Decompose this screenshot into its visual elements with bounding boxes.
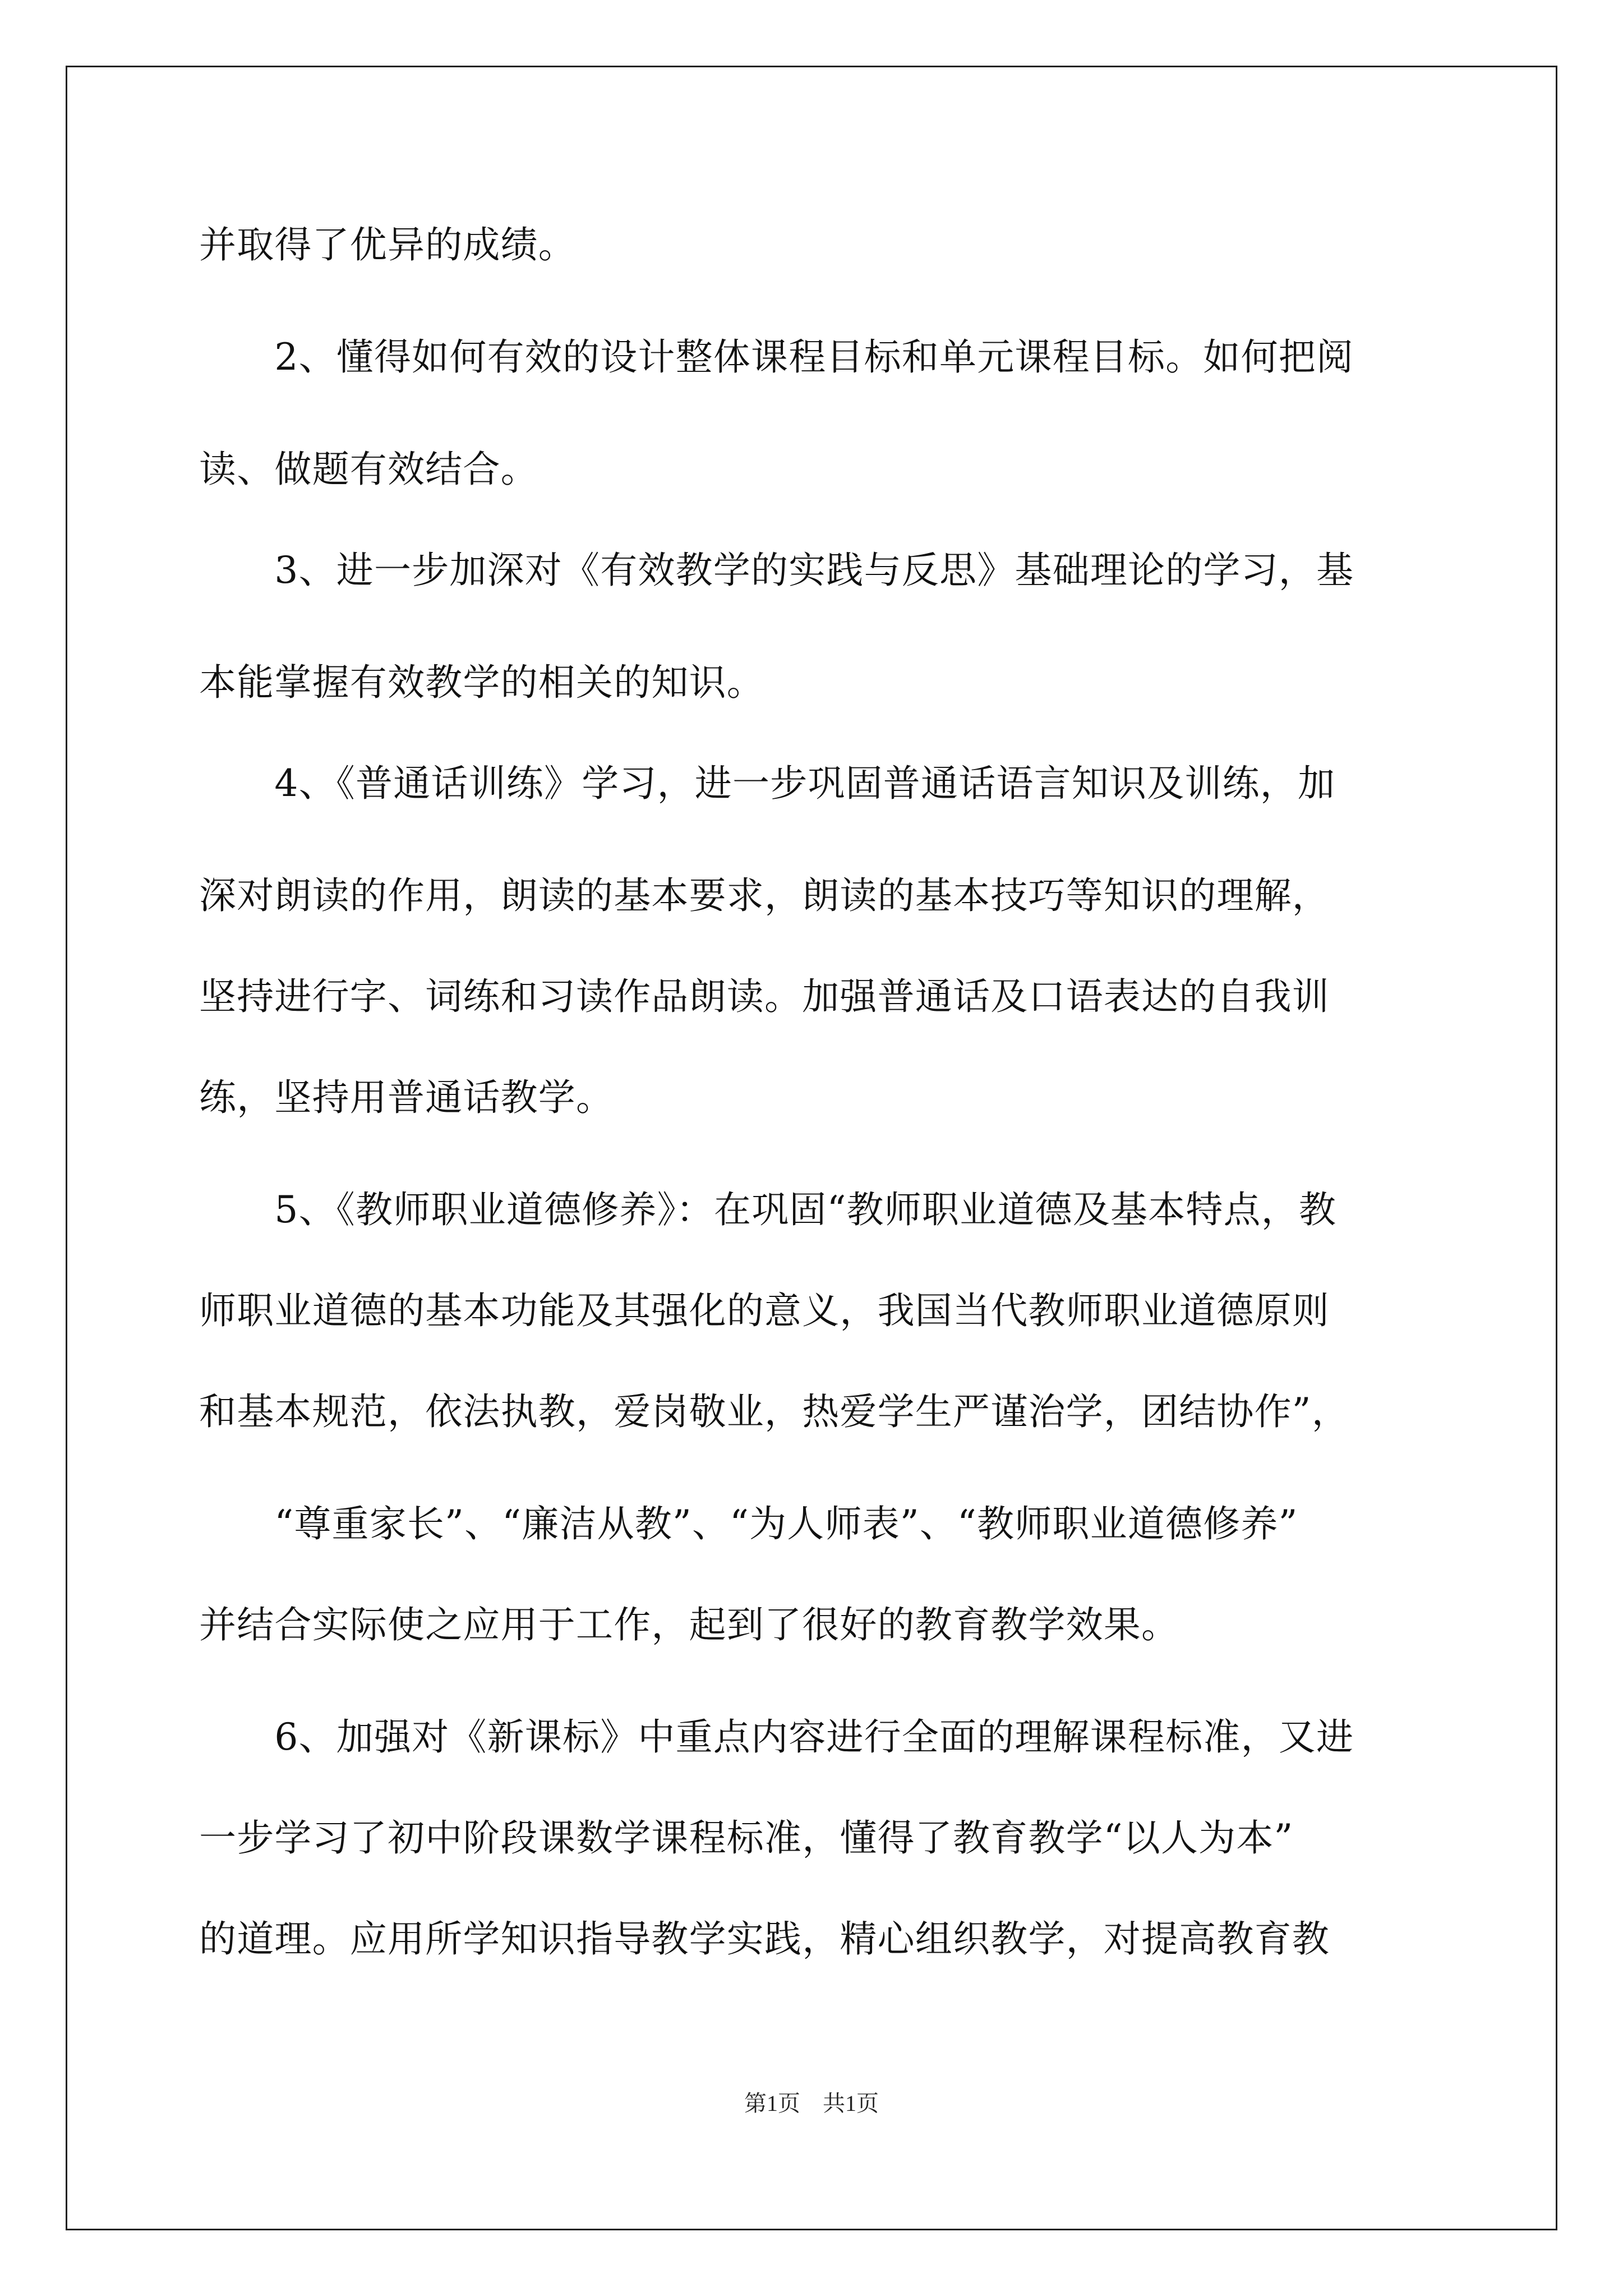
text-line: 并结合实际使之应用于工作，起到了很好的教育教学效果。	[199, 1603, 1179, 1646]
text-line: 4、《普通话训练》学习，进一步巩固普通话语言知识及训练，加	[199, 762, 1336, 805]
text-line: 练，坚持用普通话教学。	[199, 1076, 614, 1119]
text-line: 深对朗读的作用，朗读的基本要求，朗读的基本技巧等知识的理解，	[199, 874, 1330, 917]
text-line: 师职业道德的基本功能及其强化的意义，我国当代教师职业道德原则	[199, 1289, 1330, 1332]
page-border	[66, 66, 1557, 2230]
text-line: 的道理。应用所学知识指导教学实践，精心组织教学，对提高教育教	[199, 1917, 1330, 1961]
text-line: 一步学习了初中阶段课数学课程标准，懂得了教育教学“以人为本”	[199, 1816, 1294, 1860]
text-line: 本能掌握有效教学的相关的知识。	[199, 661, 764, 704]
text-line: 和基本规范，依法执教，爱岗敬业，热爱学生严谨治学，团结协作”，	[199, 1390, 1349, 1433]
text-line: 5、《教师职业道德修养》：在巩固“教师职业道德及基本特点，教	[199, 1188, 1337, 1231]
text-line: 6、加强对《新课标》中重点内容进行全面的理解课程标准，又进	[199, 1715, 1354, 1759]
text-line: 坚持进行字、词练和习读作品朗读。加强普通话及口语表达的自我训	[199, 975, 1330, 1018]
text-line: 读、做题有效结合。	[199, 448, 538, 491]
text-line: “尊重家长”、“廉洁从教”、“为人师表”、“教师职业道德修养”	[199, 1502, 1298, 1545]
page-number: 第1页 共1页	[744, 2091, 879, 2116]
text-line: 3、进一步加深对《有效教学的实践与反思》基础理论的学习，基	[199, 549, 1354, 592]
text-line: 2、懂得如何有效的设计整体课程目标和单元课程目标。如何把阅	[199, 335, 1354, 379]
text-line: 并取得了优异的成绩。	[199, 223, 576, 266]
